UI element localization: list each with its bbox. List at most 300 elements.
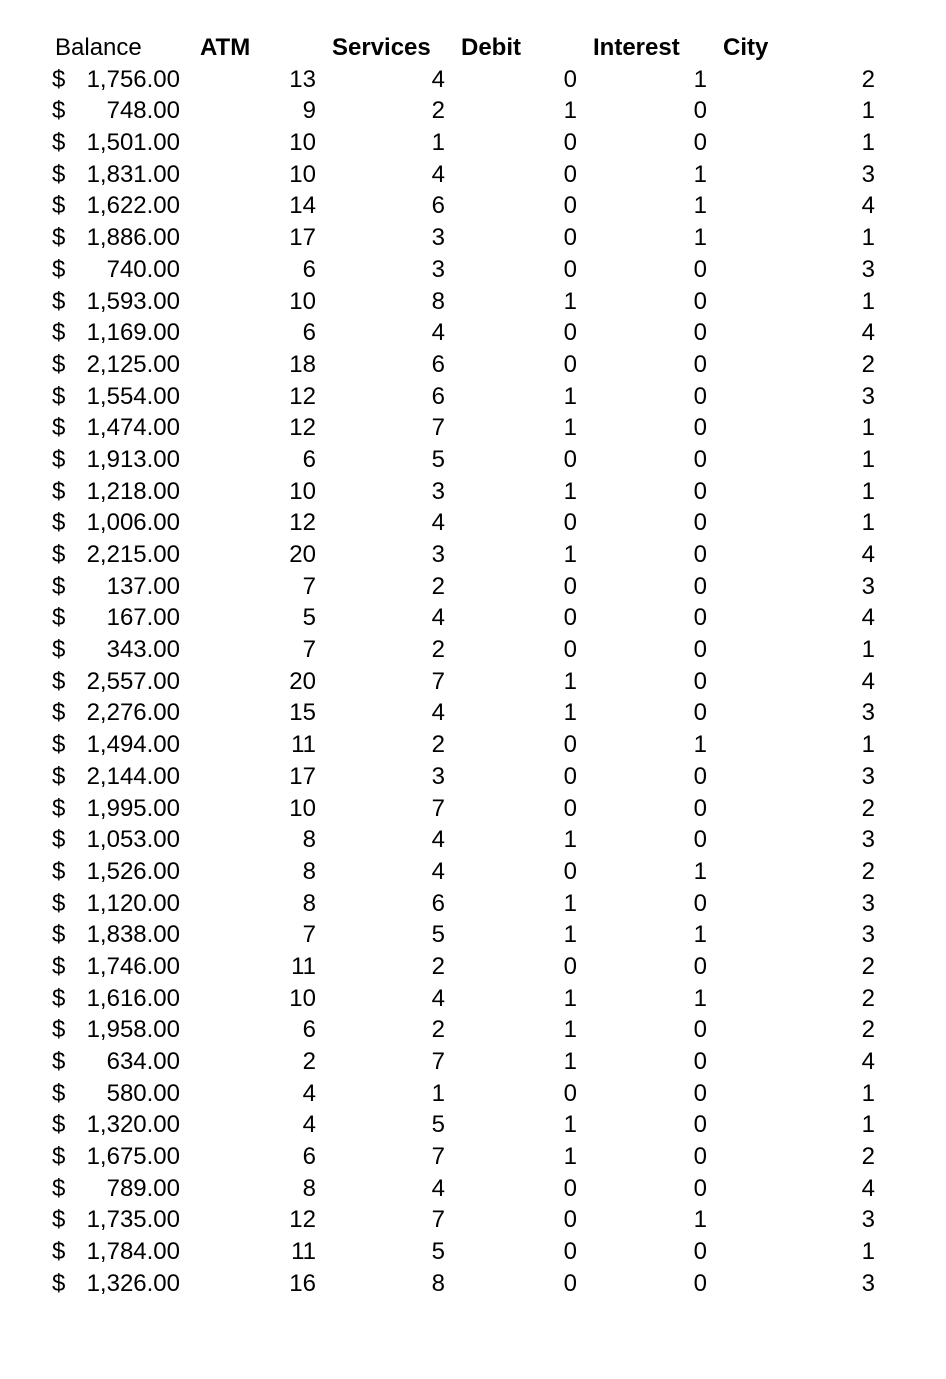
debit-cell: 1 xyxy=(563,414,577,442)
currency-symbol: $ xyxy=(52,794,66,822)
debit-cell: 0 xyxy=(563,1174,577,1202)
balance-value: 1,169.00 xyxy=(86,319,180,347)
debit-cell: 0 xyxy=(563,1206,577,1234)
currency-symbol: $ xyxy=(52,414,66,442)
balance-value: 2,144.00 xyxy=(86,762,180,790)
atm-cell: 8 xyxy=(302,1174,316,1202)
services-cell: 6 xyxy=(431,889,445,917)
city-cell: 1 xyxy=(861,287,875,315)
debit-cell: 0 xyxy=(563,604,577,632)
balance-cell xyxy=(52,1173,185,1205)
services-cell: 4 xyxy=(431,319,445,347)
balance-cell xyxy=(52,729,185,761)
currency-symbol: $ xyxy=(52,857,66,885)
city-cell: 2 xyxy=(861,952,875,980)
city-cell: 3 xyxy=(861,889,875,917)
balance-cell xyxy=(52,190,185,222)
city-cell: 2 xyxy=(861,65,875,93)
atm-cell: 15 xyxy=(289,699,316,727)
table-row xyxy=(52,1109,876,1141)
balance-cell xyxy=(52,286,185,318)
balance-value: 1,120.00 xyxy=(86,889,180,917)
debit-cell: 0 xyxy=(563,636,577,664)
interest-cell: 0 xyxy=(693,636,707,664)
atm-cell: 10 xyxy=(289,794,316,822)
currency-symbol: $ xyxy=(52,477,66,505)
interest-cell: 0 xyxy=(693,1048,707,1075)
balance-cell xyxy=(52,634,185,666)
currency-symbol: $ xyxy=(52,889,66,917)
atm-cell: 6 xyxy=(302,445,316,473)
table-row xyxy=(52,317,876,349)
balance-cell xyxy=(52,95,185,127)
city-cell: 4 xyxy=(861,667,875,695)
table-row xyxy=(52,951,876,983)
services-cell: 3 xyxy=(431,541,445,568)
table-row xyxy=(52,286,876,318)
atm-cell: 20 xyxy=(289,667,316,695)
currency-symbol: $ xyxy=(52,1111,66,1139)
currency-symbol: $ xyxy=(52,636,66,664)
balance-cell xyxy=(52,1204,185,1236)
balance-value: 740.00 xyxy=(106,255,180,283)
currency-symbol: $ xyxy=(52,1143,66,1171)
services-cell: 4 xyxy=(431,604,445,632)
atm-cell: 12 xyxy=(289,414,316,442)
table-row xyxy=(52,856,876,888)
debit-cell: 0 xyxy=(563,129,577,157)
interest-cell: 0 xyxy=(693,287,707,315)
city-cell: 3 xyxy=(861,572,875,600)
currency-symbol: $ xyxy=(52,667,66,695)
city-cell: 3 xyxy=(861,762,875,790)
table-row xyxy=(52,539,876,571)
balance-cell xyxy=(52,1046,185,1078)
currency-symbol: $ xyxy=(52,1206,66,1234)
interest-cell: 0 xyxy=(693,1111,707,1139)
currency-symbol: $ xyxy=(52,65,66,93)
balance-cell xyxy=(52,317,185,349)
table-row xyxy=(52,349,876,381)
table-row xyxy=(52,444,876,476)
table-row xyxy=(52,127,876,159)
table-row xyxy=(52,888,876,920)
city-cell: 1 xyxy=(861,1238,875,1266)
balance-cell xyxy=(52,1141,185,1173)
data-rows xyxy=(52,64,876,1300)
balance-cell xyxy=(52,507,185,539)
interest-cell: 0 xyxy=(693,350,707,378)
balance-value: 167.00 xyxy=(106,604,180,632)
currency-symbol: $ xyxy=(52,97,66,125)
currency-symbol: $ xyxy=(52,952,66,980)
table-row xyxy=(52,64,876,96)
currency-symbol: $ xyxy=(52,129,66,157)
currency-symbol: $ xyxy=(52,255,66,283)
interest-cell: 0 xyxy=(693,572,707,600)
city-cell: 4 xyxy=(861,319,875,347)
services-cell: 6 xyxy=(431,382,445,410)
balance-value: 1,494.00 xyxy=(86,731,180,759)
services-cell: 5 xyxy=(431,445,445,473)
services-cell: 4 xyxy=(431,160,445,188)
debit-cell: 0 xyxy=(563,1269,577,1297)
balance-value: 1,006.00 xyxy=(86,509,180,537)
currency-symbol: $ xyxy=(52,762,66,790)
atm-cell: 16 xyxy=(289,1269,316,1297)
atm-cell: 6 xyxy=(302,1143,316,1171)
services-cell: 5 xyxy=(431,921,445,949)
services-cell: 4 xyxy=(431,826,445,854)
balance-value: 1,995.00 xyxy=(86,794,180,822)
table-row xyxy=(52,983,876,1015)
balance-cell xyxy=(52,444,185,476)
table-row xyxy=(52,95,876,127)
debit-cell: 1 xyxy=(563,667,577,695)
debit-cell: 1 xyxy=(563,826,577,854)
interest-cell: 0 xyxy=(693,129,707,157)
debit-cell: 0 xyxy=(563,857,577,885)
interest-cell: 1 xyxy=(693,1206,707,1234)
balance-value: 580.00 xyxy=(106,1079,180,1107)
city-cell: 2 xyxy=(861,1016,875,1044)
interest-cell: 1 xyxy=(693,921,707,949)
city-cell: 2 xyxy=(861,350,875,378)
services-cell: 8 xyxy=(431,1269,445,1297)
debit-cell: 0 xyxy=(563,319,577,347)
currency-symbol: $ xyxy=(52,192,66,220)
city-cell: 3 xyxy=(861,382,875,410)
atm-cell: 10 xyxy=(289,477,316,505)
balance-cell xyxy=(52,412,185,444)
city-cell: 3 xyxy=(861,826,875,854)
table-row xyxy=(52,824,876,856)
atm-cell: 17 xyxy=(289,224,316,252)
currency-symbol: $ xyxy=(52,604,66,632)
balance-value: 2,557.00 xyxy=(86,667,180,695)
table-row xyxy=(52,476,876,508)
currency-symbol: $ xyxy=(52,224,66,252)
interest-cell: 0 xyxy=(693,826,707,854)
atm-cell: 11 xyxy=(291,731,316,759)
interest-cell: 0 xyxy=(693,1016,707,1044)
balance-cell xyxy=(52,1268,185,1300)
atm-cell: 10 xyxy=(289,984,316,1012)
balance-value: 1,474.00 xyxy=(86,414,180,442)
services-cell: 7 xyxy=(431,1206,445,1234)
atm-cell: 6 xyxy=(302,255,316,283)
balance-value: 1,958.00 xyxy=(86,1016,180,1044)
interest-cell: 0 xyxy=(693,889,707,917)
services-cell: 7 xyxy=(431,1048,445,1075)
city-cell: 1 xyxy=(861,224,875,252)
services-cell: 7 xyxy=(431,414,445,442)
balance-value: 1,326.00 xyxy=(86,1269,180,1297)
table-row xyxy=(52,507,876,539)
currency-symbol: $ xyxy=(52,826,66,854)
services-cell: 3 xyxy=(431,762,445,790)
debit-cell: 0 xyxy=(563,65,577,93)
services-cell: 5 xyxy=(431,1238,445,1266)
services-cell: 2 xyxy=(431,572,445,600)
services-cell: 2 xyxy=(431,952,445,980)
interest-cell: 0 xyxy=(693,382,707,410)
debit-cell: 1 xyxy=(563,1111,577,1139)
currency-symbol: $ xyxy=(52,921,66,949)
interest-cell: 0 xyxy=(693,414,707,442)
atm-cell: 7 xyxy=(302,636,316,664)
debit-cell: 1 xyxy=(563,1143,577,1171)
debit-cell: 1 xyxy=(563,921,577,949)
balance-cell xyxy=(52,571,185,603)
city-cell: 4 xyxy=(861,604,875,632)
currency-symbol: $ xyxy=(52,1269,66,1297)
city-cell: 4 xyxy=(861,1048,875,1075)
debit-cell: 1 xyxy=(563,699,577,727)
atm-cell: 8 xyxy=(302,826,316,854)
balance-cell xyxy=(52,983,185,1015)
services-cell: 3 xyxy=(431,477,445,505)
balance-cell xyxy=(52,64,185,96)
currency-symbol: $ xyxy=(52,287,66,315)
interest-cell: 0 xyxy=(693,1143,707,1171)
balance-cell xyxy=(52,856,185,888)
table-row xyxy=(52,1046,876,1078)
table-row xyxy=(52,1173,876,1205)
table-row xyxy=(52,254,876,286)
balance-cell xyxy=(52,888,185,920)
atm-cell: 13 xyxy=(289,65,316,93)
atm-cell: 9 xyxy=(302,97,316,125)
debit-cell: 0 xyxy=(563,192,577,220)
debit-cell: 0 xyxy=(563,445,577,473)
data-table xyxy=(52,32,876,1300)
services-cell: 4 xyxy=(431,984,445,1012)
debit-cell: 1 xyxy=(563,1016,577,1044)
atm-cell: 20 xyxy=(289,541,316,568)
table-row xyxy=(52,1141,876,1173)
balance-value: 748.00 xyxy=(106,97,180,125)
balance-cell xyxy=(52,539,185,571)
atm-cell: 7 xyxy=(302,921,316,949)
debit-cell: 0 xyxy=(563,731,577,759)
column-header-debit: Debit xyxy=(461,34,521,61)
services-cell: 1 xyxy=(431,1079,445,1107)
currency-symbol: $ xyxy=(52,1048,66,1075)
debit-cell: 0 xyxy=(563,572,577,600)
table-row xyxy=(52,793,876,825)
interest-cell: 0 xyxy=(693,445,707,473)
interest-cell: 0 xyxy=(693,319,707,347)
balance-value: 789.00 xyxy=(106,1174,180,1202)
services-cell: 8 xyxy=(431,287,445,315)
debit-cell: 1 xyxy=(563,889,577,917)
interest-cell: 0 xyxy=(693,1174,707,1202)
table-row xyxy=(52,697,876,729)
city-cell: 1 xyxy=(861,636,875,664)
interest-cell: 0 xyxy=(693,1079,707,1107)
services-cell: 7 xyxy=(431,667,445,695)
column-header-balance: Balance xyxy=(55,34,142,61)
balance-cell xyxy=(52,761,185,793)
debit-cell: 0 xyxy=(563,350,577,378)
debit-cell: 1 xyxy=(563,382,577,410)
interest-cell: 0 xyxy=(693,97,707,125)
services-cell: 5 xyxy=(431,1111,445,1139)
atm-cell: 2 xyxy=(302,1048,316,1075)
atm-cell: 17 xyxy=(289,762,316,790)
interest-cell: 1 xyxy=(693,731,707,759)
interest-cell: 0 xyxy=(693,699,707,727)
balance-value: 1,320.00 xyxy=(86,1111,180,1139)
balance-value: 343.00 xyxy=(106,636,180,664)
interest-cell: 0 xyxy=(693,541,707,568)
currency-symbol: $ xyxy=(52,1238,66,1266)
interest-cell: 0 xyxy=(693,1269,707,1297)
services-cell: 1 xyxy=(431,129,445,157)
debit-cell: 0 xyxy=(563,224,577,252)
debit-cell: 0 xyxy=(563,762,577,790)
balance-value: 634.00 xyxy=(106,1048,180,1075)
table-row xyxy=(52,1078,876,1110)
balance-cell xyxy=(52,1236,185,1268)
services-cell: 6 xyxy=(431,350,445,378)
city-cell: 1 xyxy=(861,97,875,125)
debit-cell: 1 xyxy=(563,541,577,568)
currency-symbol: $ xyxy=(52,509,66,537)
interest-cell: 0 xyxy=(693,604,707,632)
table-row xyxy=(52,412,876,444)
balance-value: 1,501.00 xyxy=(86,129,180,157)
balance-cell xyxy=(52,349,185,381)
balance-value: 1,053.00 xyxy=(86,826,180,854)
interest-cell: 1 xyxy=(693,857,707,885)
city-cell: 3 xyxy=(861,1206,875,1234)
table-row xyxy=(52,190,876,222)
city-cell: 2 xyxy=(861,1143,875,1171)
city-cell: 3 xyxy=(861,160,875,188)
currency-symbol: $ xyxy=(52,350,66,378)
services-cell: 2 xyxy=(431,636,445,664)
interest-cell: 0 xyxy=(693,1238,707,1266)
services-cell: 4 xyxy=(431,699,445,727)
table-row xyxy=(52,159,876,191)
table-row xyxy=(52,602,876,634)
city-cell: 1 xyxy=(861,445,875,473)
interest-cell: 1 xyxy=(693,160,707,188)
currency-symbol: $ xyxy=(52,541,66,568)
balance-value: 1,746.00 xyxy=(86,952,180,980)
city-cell: 3 xyxy=(861,255,875,283)
column-header-city: City xyxy=(723,34,769,61)
atm-cell: 7 xyxy=(302,572,316,600)
balance-value: 2,125.00 xyxy=(86,350,180,378)
currency-symbol: $ xyxy=(52,572,66,600)
services-cell: 4 xyxy=(431,509,445,537)
balance-value: 1,593.00 xyxy=(86,287,180,315)
table-row xyxy=(52,571,876,603)
debit-cell: 1 xyxy=(563,477,577,505)
balance-value: 1,218.00 xyxy=(86,477,180,505)
debit-cell: 1 xyxy=(563,984,577,1012)
atm-cell: 4 xyxy=(302,1111,316,1139)
header-row xyxy=(52,32,876,64)
balance-value: 2,276.00 xyxy=(86,699,180,727)
balance-cell xyxy=(52,697,185,729)
interest-cell: 0 xyxy=(693,509,707,537)
balance-value: 1,616.00 xyxy=(86,984,180,1012)
table-row xyxy=(52,666,876,698)
city-cell: 1 xyxy=(861,129,875,157)
atm-cell: 6 xyxy=(302,1016,316,1044)
interest-cell: 1 xyxy=(693,192,707,220)
atm-cell: 12 xyxy=(289,1206,316,1234)
city-cell: 2 xyxy=(861,857,875,885)
table-row xyxy=(52,729,876,761)
city-cell: 3 xyxy=(861,699,875,727)
balance-cell xyxy=(52,381,185,413)
balance-cell xyxy=(52,951,185,983)
services-cell: 3 xyxy=(431,224,445,252)
atm-cell: 10 xyxy=(289,287,316,315)
interest-cell: 0 xyxy=(693,667,707,695)
interest-cell: 1 xyxy=(693,65,707,93)
debit-cell: 0 xyxy=(563,794,577,822)
atm-cell: 6 xyxy=(302,319,316,347)
table-row xyxy=(52,222,876,254)
currency-symbol: $ xyxy=(52,445,66,473)
balance-cell xyxy=(52,666,185,698)
column-header-interest: Interest xyxy=(593,34,680,61)
city-cell: 1 xyxy=(861,731,875,759)
services-cell: 2 xyxy=(431,97,445,125)
balance-value: 1,735.00 xyxy=(86,1206,180,1234)
city-cell: 1 xyxy=(861,477,875,505)
table-row xyxy=(52,634,876,666)
services-cell: 7 xyxy=(431,1143,445,1171)
services-cell: 7 xyxy=(431,794,445,822)
city-cell: 1 xyxy=(861,414,875,442)
atm-cell: 12 xyxy=(289,509,316,537)
interest-cell: 0 xyxy=(693,794,707,822)
city-cell: 4 xyxy=(861,1174,875,1202)
balance-cell xyxy=(52,824,185,856)
table-row xyxy=(52,919,876,951)
services-cell: 4 xyxy=(431,857,445,885)
atm-cell: 18 xyxy=(289,350,316,378)
atm-cell: 4 xyxy=(302,1079,316,1107)
interest-cell: 0 xyxy=(693,952,707,980)
balance-cell xyxy=(52,793,185,825)
atm-cell: 11 xyxy=(291,952,316,980)
balance-cell xyxy=(52,159,185,191)
currency-symbol: $ xyxy=(52,319,66,347)
table-row xyxy=(52,381,876,413)
city-cell: 3 xyxy=(861,1269,875,1297)
table-row xyxy=(52,1268,876,1300)
debit-cell: 1 xyxy=(563,1048,577,1075)
city-cell: 1 xyxy=(861,509,875,537)
interest-cell: 1 xyxy=(693,224,707,252)
balance-value: 1,784.00 xyxy=(86,1238,180,1266)
balance-cell xyxy=(52,1078,185,1110)
balance-value: 1,526.00 xyxy=(86,857,180,885)
balance-value: 1,913.00 xyxy=(86,445,180,473)
balance-value: 1,554.00 xyxy=(86,382,180,410)
city-cell: 1 xyxy=(861,1079,875,1107)
currency-symbol: $ xyxy=(52,1079,66,1107)
debit-cell: 0 xyxy=(563,952,577,980)
